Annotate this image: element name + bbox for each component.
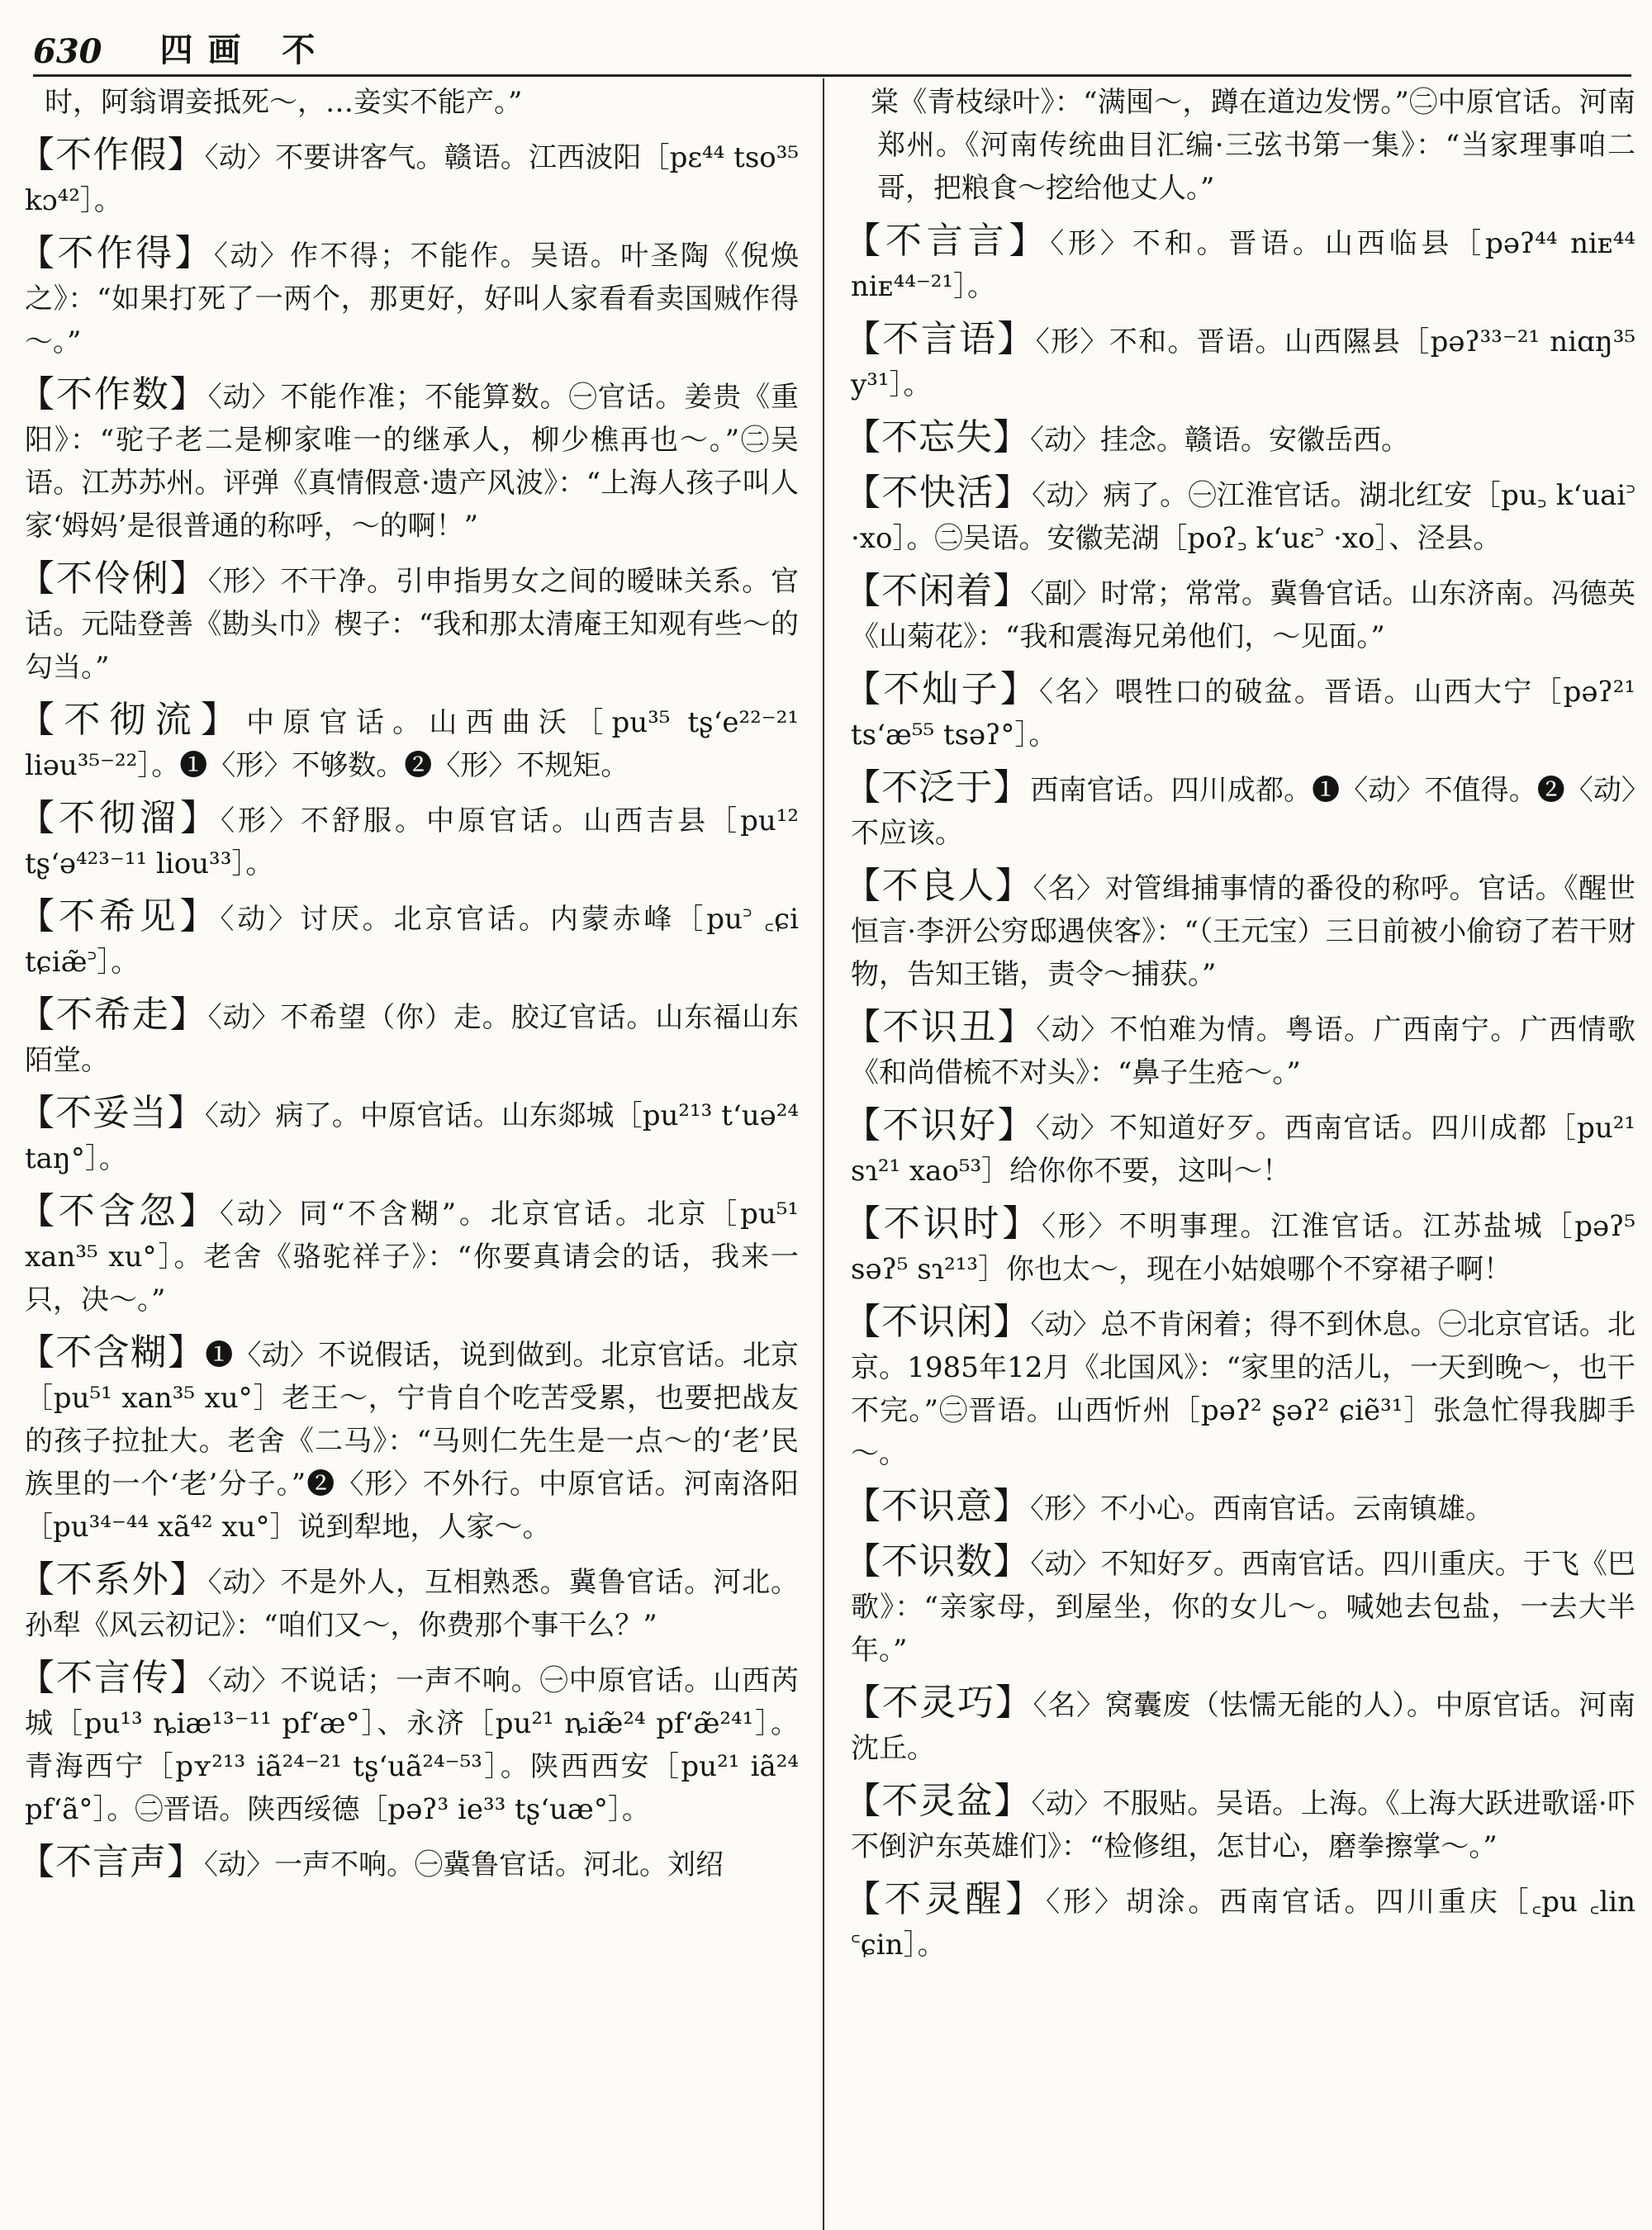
entry <box>844 1540 1635 1672</box>
headword: 【不识好】 <box>844 1104 1036 1146</box>
definition: 〈动〉不希望（你）走。胶辽官话。山东福山东陌堂。 <box>25 1001 800 1077</box>
definition: 〈名〉对管缉捕事情的番役的称呼。官话。《醒世恒言·李汧公穷邸遇侠客》：“（王元宝）三日前被小偷窃了若干财物，告知王锴，责令～捕获。” <box>851 872 1636 991</box>
entry <box>844 1006 1635 1094</box>
definition: 〈形〉不和。晋语。山西隰县［pəʔ³³⁻²¹ niɑŋ³⁵ y³¹］。 <box>851 325 1635 401</box>
entry <box>844 570 1635 658</box>
definition: 〈动〉一声不响。㊀冀鲁官话。河北。刘绍 <box>204 1848 724 1881</box>
headword: 【不彻流】 <box>18 699 247 741</box>
entry <box>844 416 1635 462</box>
entry <box>844 1203 1635 1291</box>
definition: 〈动〉总不肯闲着；得不到休息。㊀北京官话。北京。1985年12月《北国风》：“家里的活儿，一天到晚～，也干不完。”㊁晋语。山西忻州［pəʔ² ʂəʔ² ɕiẽ³¹］张急忙得我脚手～。 <box>851 1308 1636 1470</box>
definition: 〈名〉喂牲口的破盆。晋语。山西大宁［pəʔ²¹ tsʻæ⁵⁵ tsəʔ°］。 <box>851 676 1636 752</box>
entry <box>844 1104 1635 1193</box>
headword: 【不灿子】 <box>844 668 1040 710</box>
entry <box>844 318 1635 406</box>
definition: 〈动〉不要讲客气。赣语。江西波阳［pɛ⁴⁴ tso³⁵ kɔ⁴²］。 <box>25 141 799 217</box>
definition: 〈动〉不知好歹。西南官话。四川重庆。于飞《巴歌》：“亲家母，到屋坐，你的女儿～。喊她去包盐，一去大半年。” <box>851 1548 1636 1667</box>
definition: 西南官话。四川成都。❶〈动〉不值得。❷〈动〉不应该。 <box>851 774 1636 850</box>
entry <box>18 797 799 885</box>
entry <box>844 1682 1635 1770</box>
headword: 【不言声】 <box>18 1841 204 1883</box>
headword: 【不忘失】 <box>844 416 1030 458</box>
entry <box>844 668 1635 757</box>
definition: 〈形〉胡涂。西南官话。四川重庆［꜀pu ꜀lin ꜂ɕin］。 <box>851 1886 1635 1962</box>
headword: 【不快活】 <box>844 472 1032 514</box>
header-rule <box>33 74 1631 77</box>
headword: 【不良人】 <box>844 865 1033 907</box>
entry <box>18 1190 799 1321</box>
headword: 【不灵盆】 <box>844 1780 1032 1822</box>
headword: 【不伶俐】 <box>18 558 208 600</box>
definition: 〈形〉不明事理。江淮官话。江苏盐城［pəʔ⁵ səʔ⁵ sɿ²¹³］你也太～，现在小姑娘哪个不穿裙子啊！ <box>851 1210 1635 1286</box>
headword: 【不言言】 <box>844 220 1051 262</box>
page-header <box>33 13 330 71</box>
definition: 〈动〉不说话；一声不响。㊀中原官话。山西芮城［pu¹³ ȵiæ¹³⁻¹¹ pfʻæ°］、永济［pu²¹ ȵiæ̃²⁴ pfʻæ̃²⁴¹］。青海西宁［pʏ²¹³ iã²⁴⁻²¹ tʂʻuã²⁴⁻⁵³］。陕西西安［pu²¹ iã²⁴ pfʻã°］。㊁晋语。陕西绥德［pəʔ³ ie³³ tʂʻuæ°］。 <box>25 1664 800 1826</box>
left-column <box>18 81 799 1896</box>
definition: 〈动〉病了。中原官话。山东郯城［pu²¹³ tʻuə²⁴ taŋ°］。 <box>25 1099 800 1175</box>
headword: 【不识丑】 <box>844 1006 1037 1048</box>
definition: 〈形〉不小心。西南官话。云南镇雄。 <box>1030 1492 1493 1525</box>
entry <box>844 1301 1635 1475</box>
headword: 【不识闲】 <box>844 1301 1031 1343</box>
entry-continuation: 棠《青枝绿叶》：“满囤～，蹲在道边发愣。”㊁中原官话。河南郑州。《河南传统曲目汇编·三弦书第一集》：“当家理事咱二哥，把粮食～挖给他丈人。” <box>871 86 1635 205</box>
entry <box>18 558 799 689</box>
headword: 【不系外】 <box>18 1559 208 1601</box>
definition: 〈动〉挂念。赣语。安徽岳西。 <box>1030 424 1409 457</box>
headword: 【不妥当】 <box>18 1092 205 1134</box>
entry <box>18 895 799 984</box>
entry <box>18 1559 799 1647</box>
right-column <box>844 81 1635 1976</box>
headword: 【不识时】 <box>844 1203 1042 1245</box>
entry <box>844 1878 1635 1967</box>
entry <box>18 373 799 548</box>
entry <box>18 232 799 363</box>
headword: 【不闲着】 <box>844 570 1031 612</box>
headword: 【不含糊】 <box>18 1331 206 1374</box>
column-divider <box>823 78 824 2230</box>
definition: 〈副〉时常；常常。冀鲁官话。山东济南。冯德英《山菊花》：“我和震海兄弟他们，～见面。” <box>851 577 1636 653</box>
definition: 〈形〉不舒服。中原官话。山西吉县［pu¹² tʂʻə⁴²³⁻¹¹ liou³³］。 <box>25 804 800 880</box>
entry <box>18 994 799 1082</box>
headword: 【不灵醒】 <box>844 1878 1047 1920</box>
definition: 〈动〉作不得；不能作。吴语。叶圣陶《倪焕之》：“如果打死了一两个，那更好，好叫人家看看卖国贼作得～。” <box>25 240 799 358</box>
entry <box>18 1841 799 1886</box>
entry <box>18 134 799 222</box>
definition: 〈动〉不知道好歹。西南官话。四川成都［pu²¹ sɿ²¹ xao⁵³］给你你不要，这叫～！ <box>851 1112 1636 1188</box>
definition: 〈形〉不和。晋语。山西临县［pəʔ⁴⁴ niᴇ⁴⁴ niᴇ⁴⁴⁻²¹］。 <box>851 227 1635 303</box>
headword: 【不彻溜】 <box>18 797 221 839</box>
headword: 【不含忽】 <box>18 1190 220 1232</box>
entry <box>18 1092 799 1180</box>
headword: 【不识数】 <box>844 1540 1031 1582</box>
entry <box>844 766 1635 855</box>
headword: 【不言传】 <box>18 1657 208 1699</box>
definition: 〈动〉讨厌。北京官话。内蒙赤峰［pu꜄ ꜀ɕi tɕiæ̃꜄］。 <box>25 903 799 979</box>
headword: 【不作假】 <box>18 134 205 176</box>
entry <box>844 472 1635 560</box>
definition: ❶〈动〉不说假话，说到做到。北京官话。北京［pu⁵¹ xan³⁵ xu°］老王～，宁肯自个吃苦受累，也要把战友的孩子拉扯大。老舍《二马》：“马则仁先生是一点～的‘老’民族里的一个‘老’分子。”❷〈形〉不外行。中原官话。河南洛阳［pu³⁴⁻⁴⁴ xã⁴² xu°］说到犁地，人家～。 <box>25 1339 800 1544</box>
headword: 【不识意】 <box>844 1485 1030 1527</box>
headword: 【不希走】 <box>18 994 208 1036</box>
headword: 【不作数】 <box>18 373 208 415</box>
definition: 〈名〉窝囊废（怯懦无能的人）。中原官话。河南沈丘。 <box>851 1689 1636 1765</box>
entry <box>844 1485 1635 1530</box>
entry <box>18 1657 799 1831</box>
headword: 【不言语】 <box>844 318 1036 360</box>
entry <box>844 865 1635 996</box>
headword: 【不作得】 <box>18 232 214 274</box>
definition: 中原官话。山西曲沃［pu³⁵ tʂʻe²²⁻²¹ liəu³⁵⁻²²］。❶〈形〉不够数。❷〈形〉不规矩。 <box>25 706 799 782</box>
definition: 〈动〉同“不含糊”。北京官话。北京［pu⁵¹ xan³⁵ xu°］。老舍《骆驼祥子》：“你要真请会的话，我来一只，决～。” <box>25 1198 800 1317</box>
entry <box>844 220 1635 308</box>
headword: 【不希见】 <box>18 895 221 937</box>
headword: 【不泛于】 <box>844 766 1031 809</box>
definition: 〈动〉病了。㊀江淮官话。湖北红安［pu꜆ kʻuai꜄ ·xo］。㊁吴语。安徽芜湖［poʔ꜆ kʻuɛ꜄ ·xo］、泾县。 <box>851 479 1635 555</box>
running-head: 四画 不 <box>159 31 330 69</box>
entry <box>18 699 799 787</box>
entry <box>18 1331 799 1549</box>
definition: 〈动〉不是外人，互相熟悉。冀鲁官话。河北。孙犁《风云初记》：“咱们又～，你费那个事干么？” <box>25 1566 800 1642</box>
definition: 〈动〉不服贴。吴语。上海。《上海大跃进歌谣·吓不倒沪东英雄们》：“检修组，怎甘心，磨拳擦掌～。” <box>851 1787 1636 1863</box>
definition: 〈形〉不干净。引申指男女之间的暧昧关系。官话。元陆登善《勘头巾》楔子：“我和那太清庵王知观有些～的勾当。” <box>25 565 800 684</box>
page-number: 630 <box>33 32 102 71</box>
entry <box>844 1780 1635 1868</box>
definition: 〈动〉不怕难为情。粤语。广西南宁。广西情歌《和尚借梳不对头》：“鼻子生疮～。” <box>851 1013 1636 1089</box>
definition: 〈动〉不能作准；不能算数。㊀官话。姜贵《重阳》：“驼子老二是柳家唯一的继承人，柳少樵再也～。”㊁吴语。江苏苏州。评弹《真情假意·遗产风波》：“上海人孩子叫人家‘姆妈’是很普通的称呼，～的啊！” <box>25 381 800 543</box>
entry-continuation: 时，阿翁谓妾抵死～，…妾实不能产。” <box>45 86 523 119</box>
headword: 【不灵巧】 <box>844 1682 1033 1724</box>
